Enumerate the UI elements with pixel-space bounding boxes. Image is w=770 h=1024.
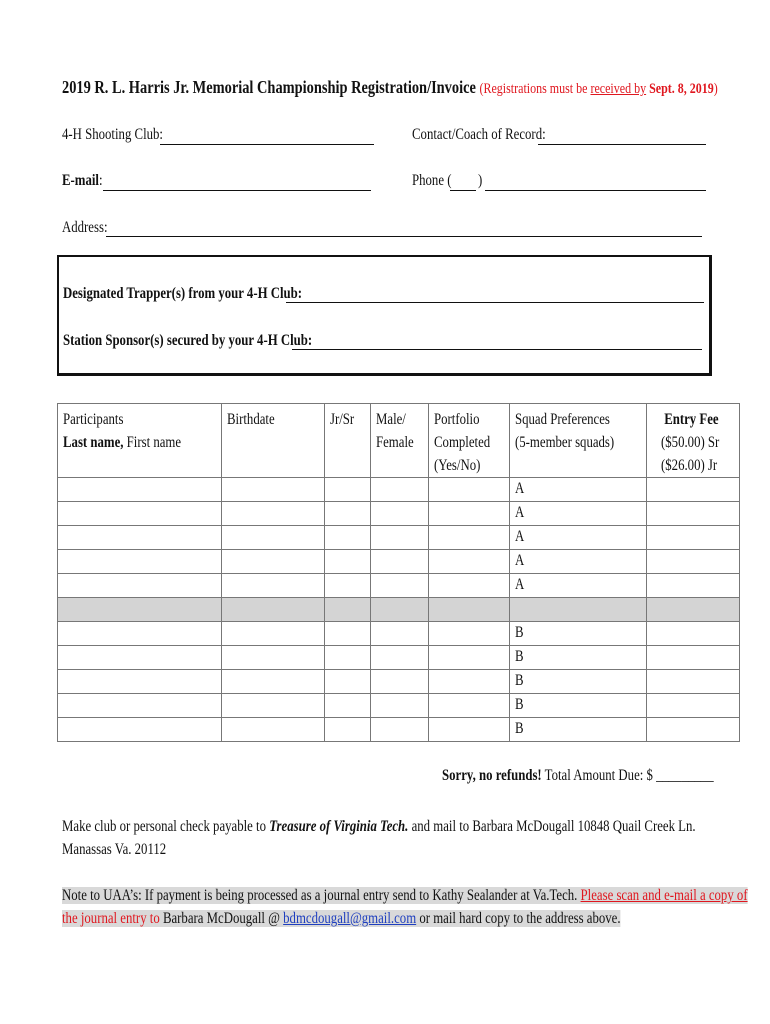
address-field[interactable] xyxy=(106,236,702,237)
participant-name-cell[interactable] xyxy=(58,670,222,694)
table-row xyxy=(58,718,740,742)
table-row xyxy=(58,622,740,646)
squad-letter: B xyxy=(515,720,524,737)
entry-fee-cell[interactable] xyxy=(647,694,740,718)
squad-cell xyxy=(510,694,647,718)
gender-cell[interactable] xyxy=(371,718,429,742)
portfolio-cell[interactable] xyxy=(429,502,510,526)
birthdate-cell[interactable] xyxy=(222,478,325,502)
squad-letter: B xyxy=(515,648,524,665)
gender-cell[interactable] xyxy=(371,502,429,526)
email-link[interactable]: bdmcdougall@gmail.com xyxy=(283,910,417,927)
birthdate-cell[interactable] xyxy=(222,574,325,598)
birthdate-cell[interactable] xyxy=(222,526,325,550)
squad-cell xyxy=(510,502,647,526)
table-row xyxy=(58,646,740,670)
birthdate-cell[interactable] xyxy=(222,646,325,670)
gender-cell[interactable] xyxy=(371,574,429,598)
gender-cell[interactable] xyxy=(371,526,429,550)
squad-letter: A xyxy=(515,504,525,521)
squad-cell xyxy=(510,718,647,742)
table-header-row xyxy=(58,404,740,478)
portfolio-cell[interactable] xyxy=(429,526,510,550)
gender-cell[interactable] xyxy=(371,694,429,718)
squad-cell xyxy=(510,670,647,694)
portfolio-cell[interactable] xyxy=(429,550,510,574)
phone-label: Phone ( xyxy=(412,172,452,189)
table-row xyxy=(58,574,740,598)
club-field[interactable] xyxy=(160,144,374,145)
jrsr-cell[interactable] xyxy=(325,718,371,742)
phone-area-code-field[interactable] xyxy=(450,190,476,191)
table-row xyxy=(58,502,740,526)
contact-field[interactable] xyxy=(538,144,706,145)
squad-cell xyxy=(510,598,647,622)
entry-fee-cell[interactable] xyxy=(647,718,740,742)
portfolio-cell[interactable] xyxy=(429,670,510,694)
jrsr-cell[interactable] xyxy=(325,646,371,670)
portfolio-cell[interactable] xyxy=(429,574,510,598)
jrsr-cell[interactable] xyxy=(325,694,371,718)
birthdate-cell[interactable] xyxy=(222,622,325,646)
participant-name-cell[interactable] xyxy=(58,574,222,598)
deadline-notice: (Registrations must be received by Sept. 8, 2019) xyxy=(479,81,718,97)
gender-cell xyxy=(371,598,429,622)
entry-fee-cell[interactable] xyxy=(647,574,740,598)
birthdate-cell[interactable] xyxy=(222,670,325,694)
phone-close-paren: ) xyxy=(478,172,483,189)
birthdate-cell[interactable] xyxy=(222,502,325,526)
birthdate-cell[interactable] xyxy=(222,718,325,742)
squad-letter: A xyxy=(515,552,525,569)
entry-fee-cell[interactable] xyxy=(647,646,740,670)
participants-table xyxy=(57,403,740,742)
jrsr-cell[interactable] xyxy=(325,622,371,646)
birthdate-cell[interactable] xyxy=(222,694,325,718)
table-row xyxy=(58,526,740,550)
squad-cell xyxy=(510,646,647,670)
header-participants: Participants Last name, First name xyxy=(58,404,222,478)
jrsr-cell[interactable] xyxy=(325,502,371,526)
entry-fee-cell[interactable] xyxy=(647,478,740,502)
squad-cell xyxy=(510,478,647,502)
squad-letter: B xyxy=(515,696,524,713)
squad-letter: B xyxy=(515,624,524,641)
participant-name-cell[interactable] xyxy=(58,646,222,670)
jrsr-cell[interactable] xyxy=(325,478,371,502)
entry-fee-cell[interactable] xyxy=(647,526,740,550)
uaa-note: Note to UAA’s: If payment is being processed as a journal entry send to Kathy Sealander at Va.Tech. Please scan and e-mail a copy of the journal entry to Barbara McDougall @ bdmcdougall@gmail.com or mail hard copy to the address above. xyxy=(62,887,748,927)
email-label: E-mail: xyxy=(62,172,103,189)
squad-letter: A xyxy=(515,576,525,593)
participant-name-cell[interactable] xyxy=(58,526,222,550)
squad-cell xyxy=(510,622,647,646)
sponsor-field[interactable] xyxy=(292,349,702,350)
jrsr-cell[interactable] xyxy=(325,526,371,550)
club-label: 4-H Shooting Club: xyxy=(62,126,163,143)
jrsr-cell[interactable] xyxy=(325,670,371,694)
gender-cell[interactable] xyxy=(371,622,429,646)
squad-letter: A xyxy=(515,528,525,545)
no-refunds-text: Sorry, no refunds! xyxy=(442,767,542,784)
gender-cell[interactable] xyxy=(371,550,429,574)
gender-cell[interactable] xyxy=(371,670,429,694)
total-due-line xyxy=(442,767,770,785)
header-squad: Squad Preferences (5-member squads) xyxy=(510,404,647,478)
gender-cell[interactable] xyxy=(371,646,429,670)
participant-name-cell[interactable] xyxy=(58,622,222,646)
participant-name-cell[interactable] xyxy=(58,718,222,742)
portfolio-cell[interactable] xyxy=(429,694,510,718)
entry-fee-cell[interactable] xyxy=(647,550,740,574)
participant-name-cell[interactable] xyxy=(58,478,222,502)
table-row xyxy=(58,694,740,718)
portfolio-cell xyxy=(429,598,510,622)
phone-field[interactable] xyxy=(485,190,706,191)
table-row xyxy=(58,550,740,574)
birthdate-cell xyxy=(222,598,325,622)
squad-cell xyxy=(510,574,647,598)
portfolio-cell[interactable] xyxy=(429,718,510,742)
entry-fee-cell[interactable] xyxy=(647,502,740,526)
sponsor-label: Station Sponsor(s) secured by your 4-H Club: xyxy=(63,332,313,349)
jrsr-cell[interactable] xyxy=(325,550,371,574)
squad-cell xyxy=(510,526,647,550)
header-gender: Male/ Female xyxy=(371,404,429,478)
trapper-label: Designated Trapper(s) from your 4-H Club: xyxy=(63,285,303,302)
portfolio-cell[interactable] xyxy=(429,478,510,502)
page-title xyxy=(62,77,770,98)
check-instructions: Make club or personal check payable to Treasure of Virginia Tech. and mail to Barbara McDougall 10848 Quail Creek Ln. Manassas Va. 20112 xyxy=(62,818,696,858)
email-field[interactable] xyxy=(103,190,371,191)
portfolio-cell[interactable] xyxy=(429,622,510,646)
portfolio-cell[interactable] xyxy=(429,646,510,670)
header-jrsr: Jr/Sr xyxy=(325,404,371,478)
trapper-field[interactable] xyxy=(286,302,704,303)
gender-cell[interactable] xyxy=(371,478,429,502)
squad-letter: A xyxy=(515,480,525,497)
squad-letter: B xyxy=(515,672,524,689)
jrsr-cell xyxy=(325,598,371,622)
entry-fee-cell[interactable] xyxy=(647,622,740,646)
entry-fee-cell xyxy=(647,598,740,622)
participant-name-cell[interactable] xyxy=(58,502,222,526)
participant-name-cell[interactable] xyxy=(58,550,222,574)
title-main: 2019 R. L. Harris Jr. Memorial Championship Registration/Invoice xyxy=(62,77,476,97)
participant-name-cell[interactable] xyxy=(58,694,222,718)
address-label: Address: xyxy=(62,219,108,236)
entry-fee-cell[interactable] xyxy=(647,670,740,694)
table-separator-row xyxy=(58,598,740,622)
jrsr-cell[interactable] xyxy=(325,574,371,598)
total-amount-due: Total Amount Due: $ _________ xyxy=(541,767,714,784)
header-portfolio: Portfolio Completed (Yes/No) xyxy=(429,404,510,478)
club-info-box xyxy=(57,255,712,376)
contact-label: Contact/Coach of Record: xyxy=(412,126,546,143)
participant-name-cell xyxy=(58,598,222,622)
header-birthdate: Birthdate xyxy=(222,404,325,478)
squad-cell xyxy=(510,550,647,574)
birthdate-cell[interactable] xyxy=(222,550,325,574)
header-entry-fee: Entry Fee ($50.00) Sr ($26.00) Jr xyxy=(647,404,740,478)
table-row xyxy=(58,670,740,694)
table-row xyxy=(58,478,740,502)
